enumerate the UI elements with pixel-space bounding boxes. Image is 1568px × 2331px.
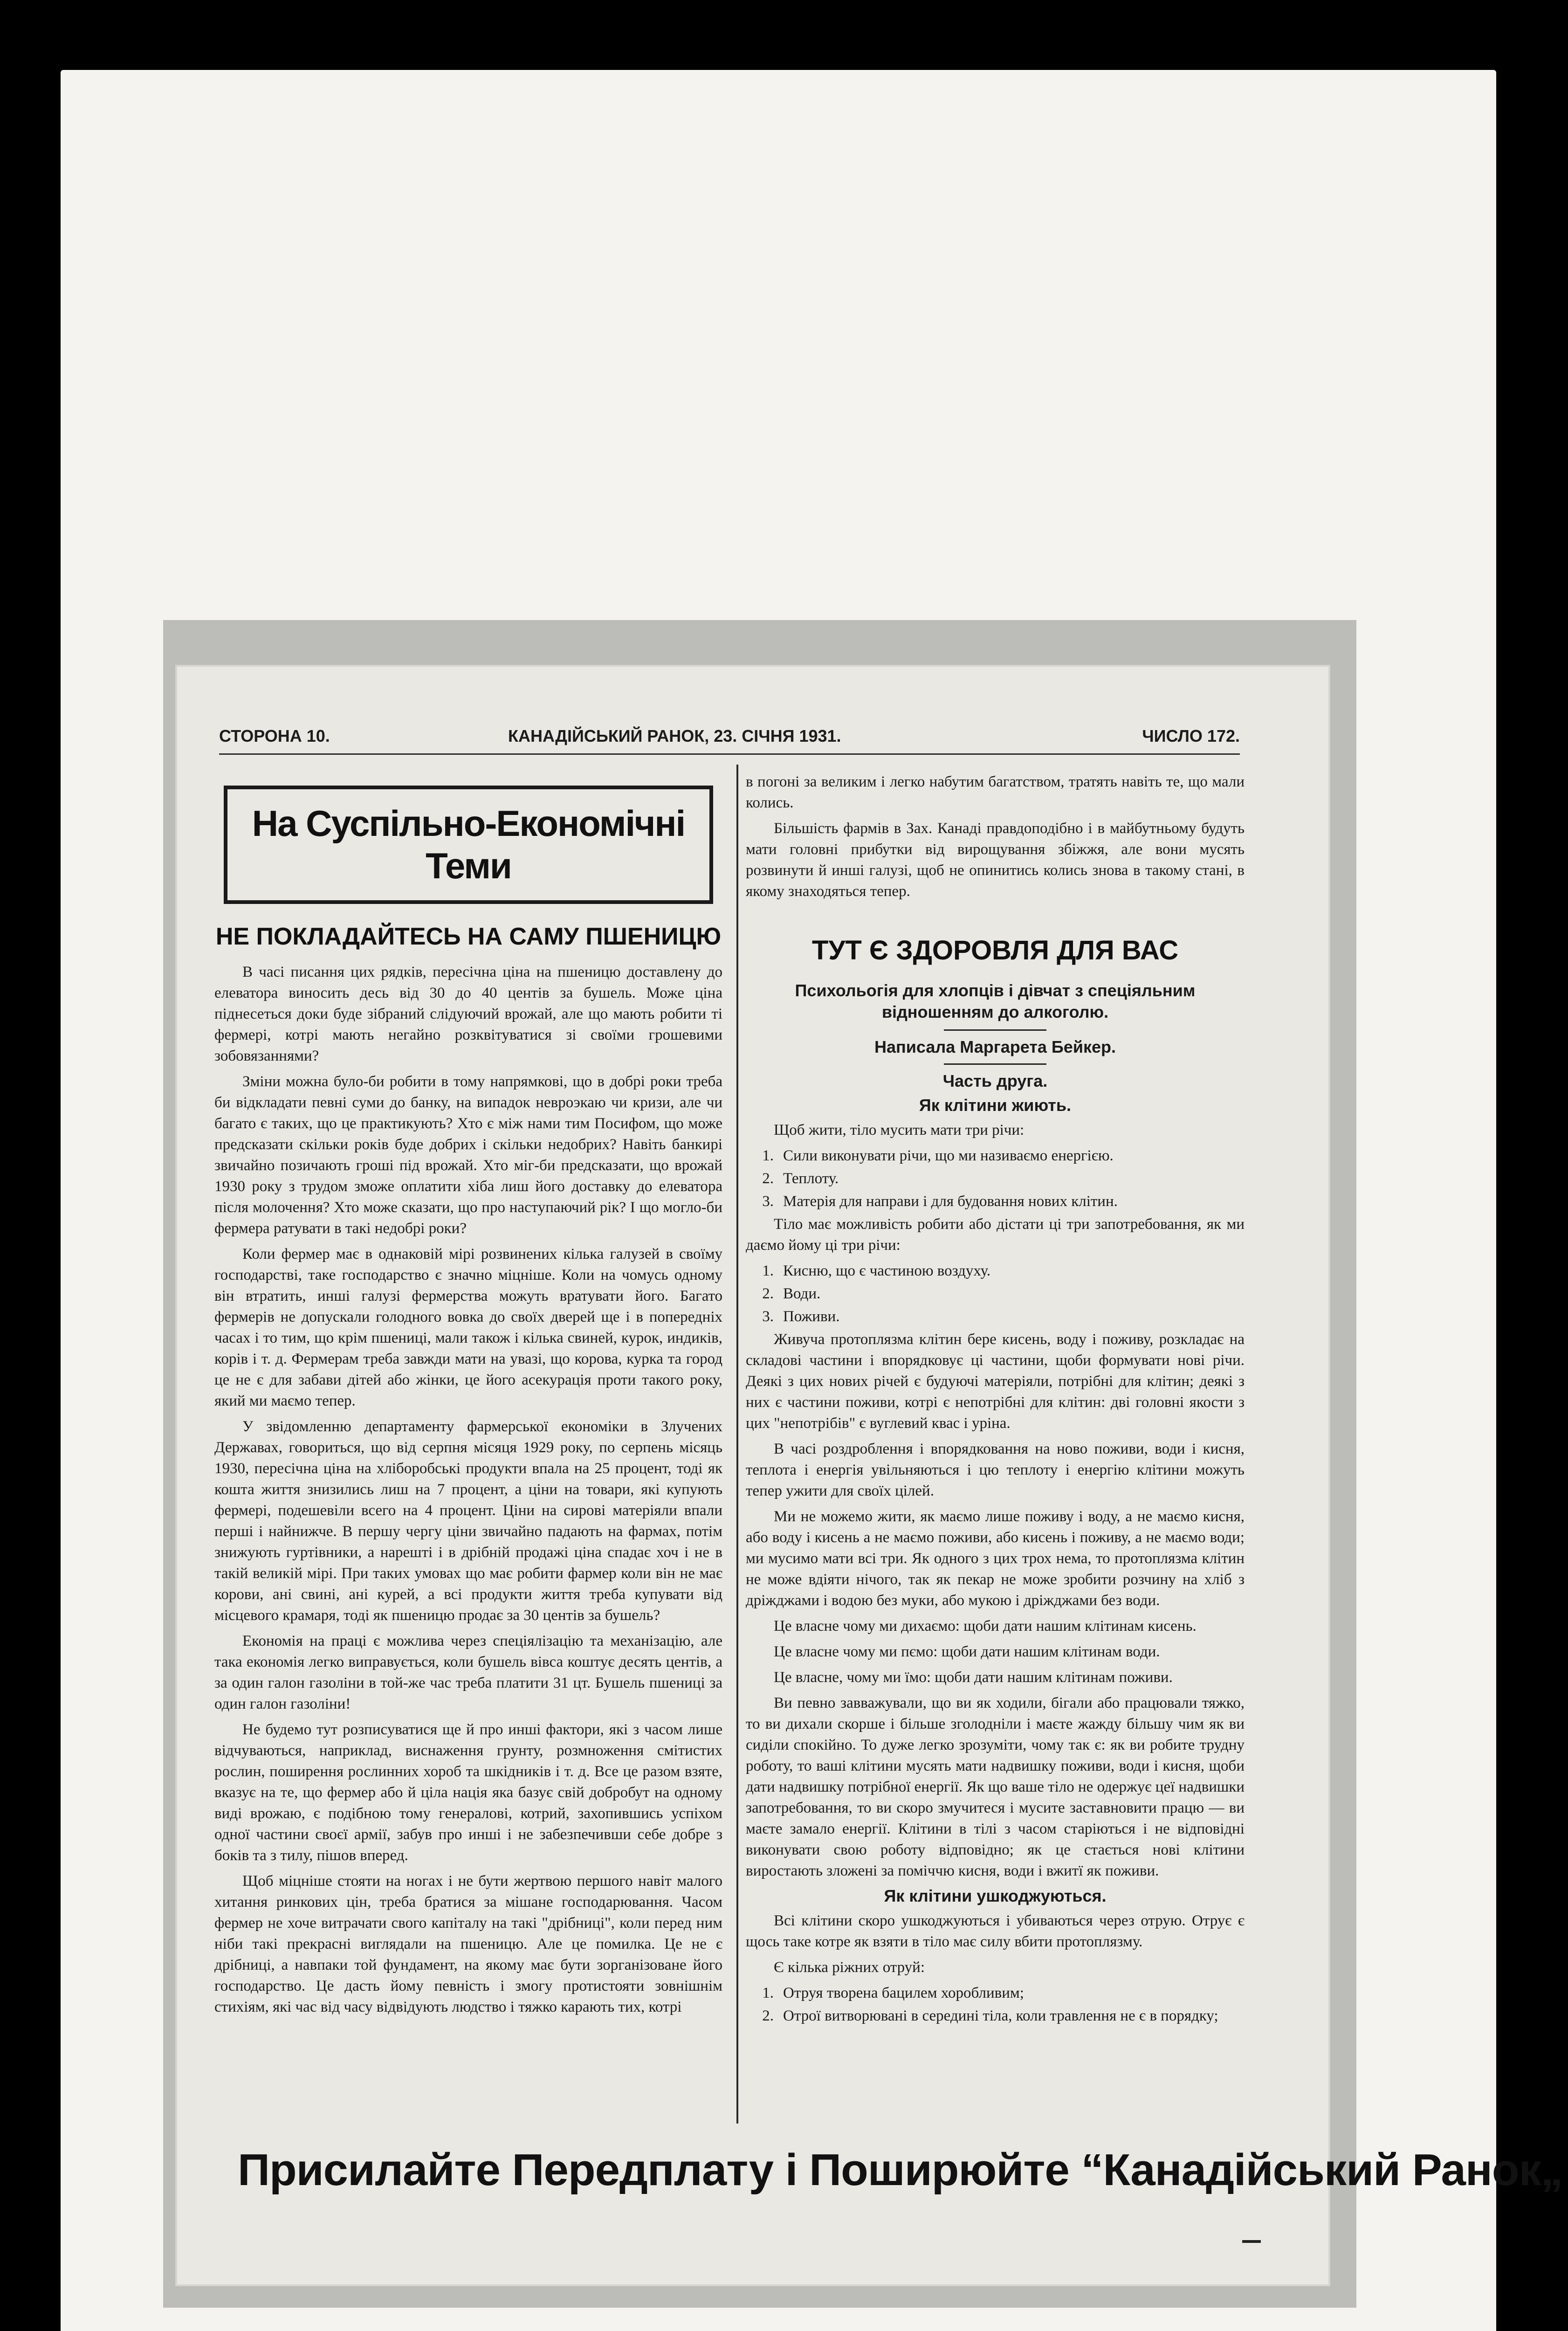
- paragraph: Зміни можна було-би робити в тому напрямкові, що в добрі роки треба би відкладати певні суми до банку, на випадок невроэкаю чи кризи, але чи багато є таких, що це практикують? Хто є між нами тим Посифом, що може предсказати скільки років буде добрих і скільки недобрих? Навіть банкирі звичайно позичають гроші під врожай. Хто міг-би предсказати, що врожай 1930 року з трудом зможе оплатити хіба лиш його доставку до елеватора після молочення? Хто може сказати, що про наступаючий рік? І що могло-би фермера ратувати в такі недобрі роки?: [214, 1073, 722, 1237]
- paragraph: Це власне, чому ми їмо: щоби дати нашим клітинам поживи.: [774, 1669, 1173, 1686]
- paragraph: Є кілька ріжних отруй:: [774, 1959, 925, 1976]
- list-item: 2. Води.: [762, 1285, 821, 1302]
- page-header: [219, 726, 1240, 750]
- list-item: 3. Поживи.: [762, 1308, 840, 1325]
- paragraph: в погоні за великим і легко набутим багатством, тратять навіть те, що мали колись.: [746, 773, 1245, 811]
- paragraph: Це власне чому ми дихаємо: щоби дати нашим клітинам кисень.: [774, 1618, 1197, 1634]
- left-column: [214, 772, 722, 2022]
- paragraph: В часі роздроблення і впорядковання на ново поживи, води і кисня, теплота і енергія увільняються і цю теплоту і енергію клітини можуть тепер ужити для своїх цілей.: [746, 1441, 1245, 1499]
- paragraph: Ви певно завважували, що ви як ходили, бігали або працювали тяжко, то ви дихали скорше і більше зголодніли і маєте жажду більшу чим як ви сиділи спокійно. То дуже легко зрозуміти, чому так є: як ви робите трудну роботу, то ваші клітини мусять мати надвишку поживи, води і кисня, щоби дати надвишку потрібної енергії. Як що ваше тіло не одержує цеї надвишки запотребовання, то ви скоро змучитеся і мусите заставновити працю — ви маєте замало енергії. Клітини в тілі з часом старіються і не відповідні виконувати свою роботу відповідно; як це стається нові клітини виростають зложені за поміччю кисня, води і вжитї як поживи.: [746, 1695, 1245, 1879]
- list: [746, 1983, 1245, 2027]
- paragraph: Коли фермер має в однаковій мірі розвинених кілька галузей в своїму господарстві, таке господарство є значно міцніше. Коли на чомусь одному він втратить, инші галузі фермерства можуть вратувати його. Багато фермерів не допускали голодного вовка до своїх дверей ще і в попередніх часах і то тим, що крім пшениці, мали також і кілька свиней, курок, индиків, корів і т. д. Фермерам треба завжди мати на увазі, що корова, курка та город це не є для забави дітей або жінки, це його асекурація проти такого року, який ми маємо тепер.: [214, 1246, 722, 1409]
- column-heading: На Суспільно-Економічні Теми: [224, 786, 713, 904]
- article-title: НЕ ПОКЛАДАЙТЕСЬ НА САМУ ПШЕНИЦЮ: [215, 923, 722, 950]
- page-number: СТОРОНА 10.: [219, 726, 330, 745]
- column-divider: [736, 765, 738, 2124]
- paragraph: Це власне чому ми пємо: щоби дати нашим клітинам води.: [774, 1643, 1160, 1660]
- divider: [944, 1029, 1046, 1031]
- divider: [944, 1063, 1046, 1065]
- paragraph: Не будемо тут розписуватися ще й про инші фактори, які з часом лише відчуваються, наприклад, виснаження грунту, розмноження смітистих рослин, поширення рослинних хороб та шкідників і т. д. Все це разом взяте, вказує на те, що фермер або й ціла нація яка базує свій добробут на одному виді врожаю, є подібною тому генералові, котрий, захопившись успіхом одної частини своєї армії, забув про инші і не забезпечивши себе добре з боків та з тилу, пішов вперед.: [214, 1721, 722, 1864]
- subheading: Як клітини ушкоджуються.: [884, 1886, 1107, 1905]
- paragraph: Економія на праці є можлива через спеціялізацію та механізацію, але така економія легко виправується, коли бушель вівса коштує десять центів, а за один галон газоліни в той-же час треба платити 31 цт. Бушель пшениці за один галон газоліни!: [214, 1633, 722, 1712]
- list-item: 2. Отрої витворювані в середині тіла, коли травлення не є в порядку;: [762, 2007, 1218, 2024]
- article-body: [214, 962, 722, 2018]
- list-item: 3. Матерія для направи і для будовання нових клітин.: [762, 1193, 1118, 1210]
- paragraph: Більшість фармів в Зах. Канаді правдоподібно і в майбутньому будуть мати головні прибутки від вирощування збіжжя, але вони мусять розвинути й инші галузі, щоб не опинитись колись знова в такому стані, в якому знаходяться тепер.: [746, 820, 1245, 900]
- paragraph: Ми не можемо жити, як маємо лише поживу і воду, а не маємо кисня, або воду і кисень а не маємо поживи, або кисень і поживу, а не маємо води; ми мусимо мати всі три. Як одного з цих трох нема, то протоплязма клітин не може вдіяти нічого, так як пекар не може зробити розчину на хліб з дріжджами і водою без муки, або мукою і дріжджами без води.: [746, 1508, 1245, 1609]
- article-body: [746, 1214, 1245, 1256]
- subheading: Як клітини жиють.: [919, 1096, 1072, 1115]
- author-line: Написала Маргарета Бейкер.: [874, 1037, 1116, 1056]
- paragraph: У звідомленню департаменту фармерської економіки в Злучених Державах, говориться, що від серпня місяця 1929 року, по серпень місяць 1930, пересічна ціна на хліборобські продукти впала на 25 процент, тоді як кошта життя знизились лиш на 7 процент, а ціни на товари, які купують фермері, подешевіли всего на 4 процент. Ціни на сирові матеріяли впали перші і найнижче. В першу чергу ціни звичайно падають на фармах, потім знижують гуртівники, а нарешті і в дрібній продажі ціна спадає хоч і не в такій великій мірі. При таких умовах що має робити фармер коли він не має корови, ані свині, ані курей, а всі продукти життя треба купувати від місцевого крамаря, тоді як пшеницю продає за 30 центів за бушель?: [214, 1418, 722, 1624]
- header-rule: [219, 753, 1240, 755]
- masthead: КАНАДІЙСЬКИЙ РАНОК, 23. СІЧНЯ 1931.: [508, 726, 841, 745]
- article-body: [746, 1910, 1245, 1978]
- list: [746, 1261, 1245, 1327]
- list-item: 1. Отруя творена бацилем хоробливим;: [762, 1985, 1024, 2001]
- list-item: 2. Теплоту.: [762, 1170, 839, 1187]
- paragraph: В часі писання цих рядків, пересічна ціна на пшеницю доставлену до елеватора виносить десь від 30 до 40 центів за бушель. Може ціна піднесеться доки буде зібраний слідуючий врожай, але що мають робити ті фермері, котрі мають негайно розквітуватися зі своїми грошевими зобовязаннями?: [214, 964, 722, 1064]
- list-item: 1. Сили виконувати річи, що ми називаємо енергією.: [762, 1147, 1114, 1164]
- article-body: [746, 1120, 1245, 1141]
- paragraph: Тіло має можливість робити або дістати ці три запотребовання, як ми даємо йому ці три річи:: [746, 1216, 1245, 1254]
- section-title: ТУТ Є ЗДОРОВЛЯ ДЛЯ ВАС: [812, 935, 1179, 966]
- paragraph: Всі клітини скоро ушкоджуються і убиваються через отрую. Отрує є щось таке котре як взяти в тіло має силу вбити протоплязму.: [746, 1912, 1245, 1950]
- right-column: [746, 772, 1245, 2028]
- paragraph: Щоб міцніше стояти на ногах і не бути жертвою першого навіт малого хитання ринкових цін, треба братися за мішане господарювання. Часом фермер не хоче витрачати свого капіталу на такі "дрібниці", коли перед ним ніби такі прекрасні виглядали на пшеницю. Але це помилка. Це не є дрібниці, а навпаки той фундамент, на якому має бути зорганізоване його господарство. Це дасть йому певність і змогу протистояти зовнішнім стихіям, які час від часу відвідують людство і тяжко карають тих, котрі: [214, 1873, 722, 2015]
- page-mark: [1242, 2240, 1261, 2243]
- list-item: 1. Кисню, що є частиною воздуху.: [762, 1262, 991, 1279]
- paragraph: Живуча протоплязма клітин бере кисень, воду і поживу, розкладає на складові частини і впорядковує ці частини, щоби формувати нові річи. Деякі з цих нових річей є будуючі матеріяли, потрібні для клітин; деякі з них є частини поживи, котрі є непотрібні для клітин: дві головні якости з цих "непотрібів" є вуглевий квас і уріна.: [746, 1331, 1245, 1432]
- section-subtitle: Психольогія для хлопців і дівчат з спеціяльним відношенням до алкоголю.: [795, 981, 1196, 1021]
- paragraph: Щоб жити, тіло мусить мати три річи:: [774, 1122, 1025, 1138]
- list: [746, 1145, 1245, 1212]
- issue-number: ЧИСЛО 172.: [1142, 726, 1240, 745]
- part-label: Часть друга.: [942, 1071, 1048, 1090]
- subscription-banner: Присилайте Передплату і Поширюйте “Канадійський Ранок„: [238, 2145, 1563, 2195]
- continued-text: [746, 772, 1245, 902]
- article-body: [746, 1329, 1245, 1882]
